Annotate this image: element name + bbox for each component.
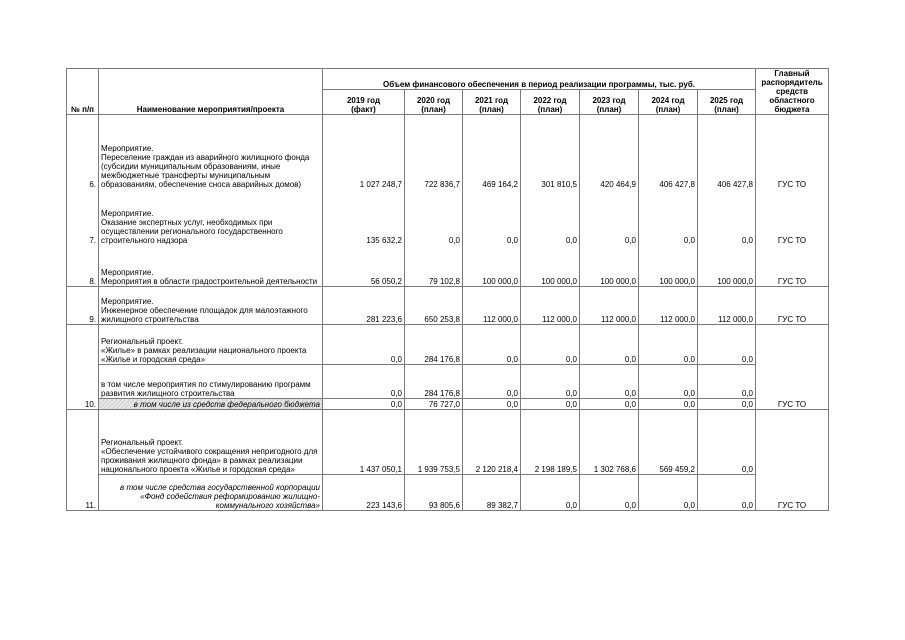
row-num: 8. [67,245,99,287]
table-row [67,115,829,189]
row-value: 0,0 [521,365,580,399]
row-value: 284 176,8 [405,365,463,399]
row-value: 301 810,5 [521,115,580,189]
row-value: 0,0 [698,189,756,245]
row-value: 0,0 [323,325,405,365]
subrow-name: в том числе мероприятия по стимулированию программ развития жилищного строительства [99,365,323,399]
header-distributor: Главный распорядитель средств областного бюджета [756,69,829,115]
header-year-2022: 2022 год (план) [521,89,580,114]
row-value: 1 027 248,7 [323,115,405,189]
row-value: 0,0 [580,189,639,245]
header-num: № п/п [67,69,99,115]
row-num: 10. [67,325,99,410]
row-value: 79 102,8 [405,245,463,287]
header-year-2023: 2023 год (план) [580,89,639,114]
row-value: 0,0 [698,365,756,399]
row-name: Мероприятие. Инженерное обеспечение площадок для малоэтажного жилищного строительства [99,287,323,325]
row-value: 112 000,0 [639,287,698,325]
row-distributor: ГУС ТО [756,287,829,325]
row-value: 469 164,2 [463,115,521,189]
table-row [67,410,829,475]
row-num: 9. [67,287,99,325]
row-name: Региональный проект. «Жилье» в рамках реализации национального проекта «Жилье и городская среда» [99,325,323,365]
row-value: 420 464,9 [580,115,639,189]
row-value: 0,0 [463,365,521,399]
row-value: 0,0 [323,399,405,410]
row-distributor: ГУС ТО [756,410,829,511]
row-value: 0,0 [580,325,639,365]
subrow-name-federal: в том числе из средств федерального бюджета [99,399,323,410]
row-value: 0,0 [521,475,580,511]
table-subrow [67,475,829,511]
row-value: 0,0 [580,399,639,410]
row-value: 135 632,2 [323,189,405,245]
row-value: 0,0 [698,475,756,511]
table-subrow [67,365,829,399]
row-value: 406 427,8 [698,115,756,189]
row-value: 56 050,2 [323,245,405,287]
row-name: Региональный проект. «Обеспечение устойчивого сокращения непригодного для проживания жилищного фонда» в рамках реализации национального проекта «Жилье и городская среда» [99,410,323,475]
row-distributor: ГУС ТО [756,189,829,245]
table-row [67,325,829,365]
row-value: 100 000,0 [463,245,521,287]
row-num: 6. [67,115,99,189]
row-value: 406 427,8 [639,115,698,189]
row-value: 100 000,0 [580,245,639,287]
row-value: 0,0 [639,325,698,365]
row-value: 0,0 [521,399,580,410]
row-name: Мероприятие. Оказание экспертных услуг, необходимых при осуществлении регионального государственного строительного надзора [99,189,323,245]
header-year-2020: 2020 год (план) [405,89,463,114]
row-value: 1 939 753,5 [405,410,463,475]
row-value: 0,0 [323,365,405,399]
row-value: 0,0 [639,189,698,245]
header-year-2019: 2019 год (факт) [323,89,405,114]
row-value: 569 459,2 [639,410,698,475]
row-value: 0,0 [463,399,521,410]
row-value: 100 000,0 [639,245,698,287]
funding-table [66,68,829,511]
row-value: 76 727,0 [405,399,463,410]
row-value: 281 223,6 [323,287,405,325]
row-value: 223 143,6 [323,475,405,511]
row-value: 1 302 768,6 [580,410,639,475]
row-value: 0,0 [463,189,521,245]
row-value: 112 000,0 [580,287,639,325]
row-value: 2 120 218,4 [463,410,521,475]
row-value: 722 836,7 [405,115,463,189]
row-value: 112 000,0 [698,287,756,325]
header-row-1 [67,69,829,90]
subrow-name: в том числе средства государственной корпорации «Фонд содействия реформированию жилищно-коммунального хозяйства» [99,475,323,511]
row-value: 112 000,0 [463,287,521,325]
row-value: 650 253,8 [405,287,463,325]
row-value: 284 176,8 [405,325,463,365]
header-volume: Объем финансового обеспечения в период реализации программы, тыс. руб. [323,69,756,90]
row-value: 0,0 [698,410,756,475]
table-row [67,245,829,287]
row-name: Мероприятие. Переселение граждан из аварийного жилищного фонда (субсидии муниципальным образованиям, иные межбюджетные трансферты муниципальным образованиям, обеспечение сноса аварийных домов) [99,115,323,189]
row-value: 0,0 [698,399,756,410]
row-value: 0,0 [698,325,756,365]
row-value: 112 000,0 [521,287,580,325]
table-row [67,287,829,325]
table-subrow [67,399,829,410]
row-distributor: ГУС ТО [756,115,829,189]
row-value: 0,0 [405,189,463,245]
table-row [67,189,829,245]
row-value: 0,0 [521,325,580,365]
row-value: 0,0 [580,365,639,399]
row-value: 0,0 [580,475,639,511]
row-value: 89 382,7 [463,475,521,511]
row-name: Мероприятие. Мероприятия в области градостроительной деятельности [99,245,323,287]
row-value: 1 437 050,1 [323,410,405,475]
row-num: 7. [67,189,99,245]
header-year-2024: 2024 год (план) [639,89,698,114]
row-value: 100 000,0 [521,245,580,287]
row-value: 0,0 [639,399,698,410]
row-value: 93 805,6 [405,475,463,511]
row-value: 0,0 [639,475,698,511]
header-year-2021: 2021 год (план) [463,89,521,114]
header-name: Наименование мероприятия/проекта [99,69,323,115]
row-value: 0,0 [463,325,521,365]
row-value: 0,0 [521,189,580,245]
row-num: 11. [67,410,99,511]
row-distributor: ГУС ТО [756,245,829,287]
header-year-2025: 2025 год (план) [698,89,756,114]
row-value: 0,0 [639,365,698,399]
row-value: 100 000,0 [698,245,756,287]
row-distributor: ГУС ТО [756,325,829,410]
row-value: 2 198 189,5 [521,410,580,475]
